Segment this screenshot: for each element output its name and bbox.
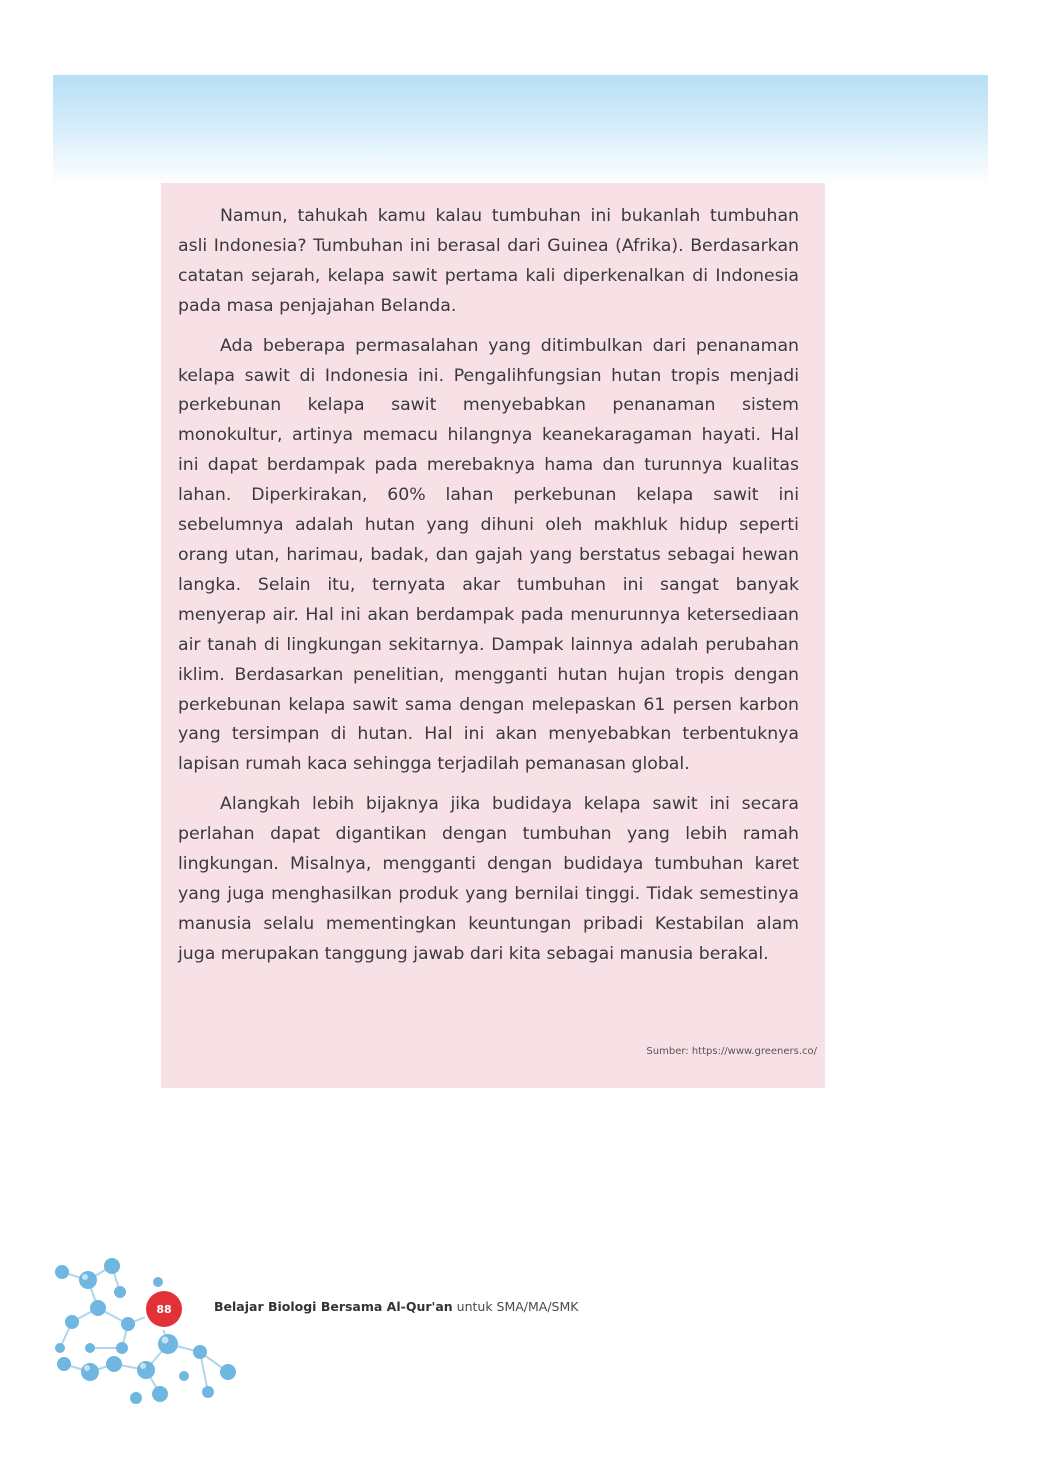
source-citation: Sumber: https://www.greeners.co/ [646, 1046, 817, 1057]
page-number-badge: 88 [146, 1291, 182, 1327]
molecule-network-icon [50, 1252, 250, 1407]
paragraph-3: Alangkah lebih bijaknya jika budidaya kelapa sawit ini secara perlahan dapat digantikan dengan tumbuhan yang lebih ramah lingkungan. Misalnya, mengganti dengan budidaya tumbuhan karet yang juga menghasilkan produk yang bernilai tinggi. Tidak semestinya manusia selalu mementingkan keuntungan pribadi Kestabilan alam juga merupakan tanggung jawab dari kita sebagai manusia berakal. [178, 794, 799, 964]
paragraph-2: Ada beberapa permasalahan yang ditimbulkan dari penanaman kelapa sawit di Indonesia ini. Pengalihfungsian hutan tropis menjadi perkebunan kelapa sawit menyebabkan penanaman sistem monokultur, artinya memacu hilangnya keanekaragaman hayati. Hal ini dapat berdampak pada merebaknya hama dan turunnya kualitas lahan. Diperkirakan, 60% lahan perkebunan kelapa sawit ini sebelumnya adalah hutan yang dihuni oleh makhluk hidup seperti orang utan, harimau, badak, dan gajah yang berstatus sebagai hewan langka. Selain itu, ternyata akar tumbuhan ini sangat banyak menyerap air. Hal ini akan berdampak pada menurunnya ketersediaan air tanah di lingkungan sekitarnya. Dampak lainnya adalah perubahan iklim. Berdasarkan penelitian, mengganti hutan hujan tropis dengan perkebunan kelapa sawit sama dengan melepaskan 61 persen karbon yang tersimpan di hutan. Hal ini akan menyebabkan terbentuknya lapisan rumah kaca sehingga terjadilah pemanasan global. [178, 335, 799, 775]
book-title-rest: untuk SMA/MA/SMK [452, 1299, 579, 1314]
header-band [53, 75, 988, 185]
paragraph-1: Namun, tahukah kamu kalau tumbuhan ini bukanlah tumbuhan asli Indonesia? Tumbuhan ini berasal dari Guinea (Afrika). Berdasarkan catatan sejarah, kelapa sawit pertama kali diperkenalkan di Indonesia pada masa penjajahan Belanda. [178, 206, 799, 316]
book-title-bold: Belajar Biologi Bersama Al-Qur'an [214, 1299, 453, 1314]
book-title [214, 1299, 578, 1314]
article-body [178, 202, 799, 980]
